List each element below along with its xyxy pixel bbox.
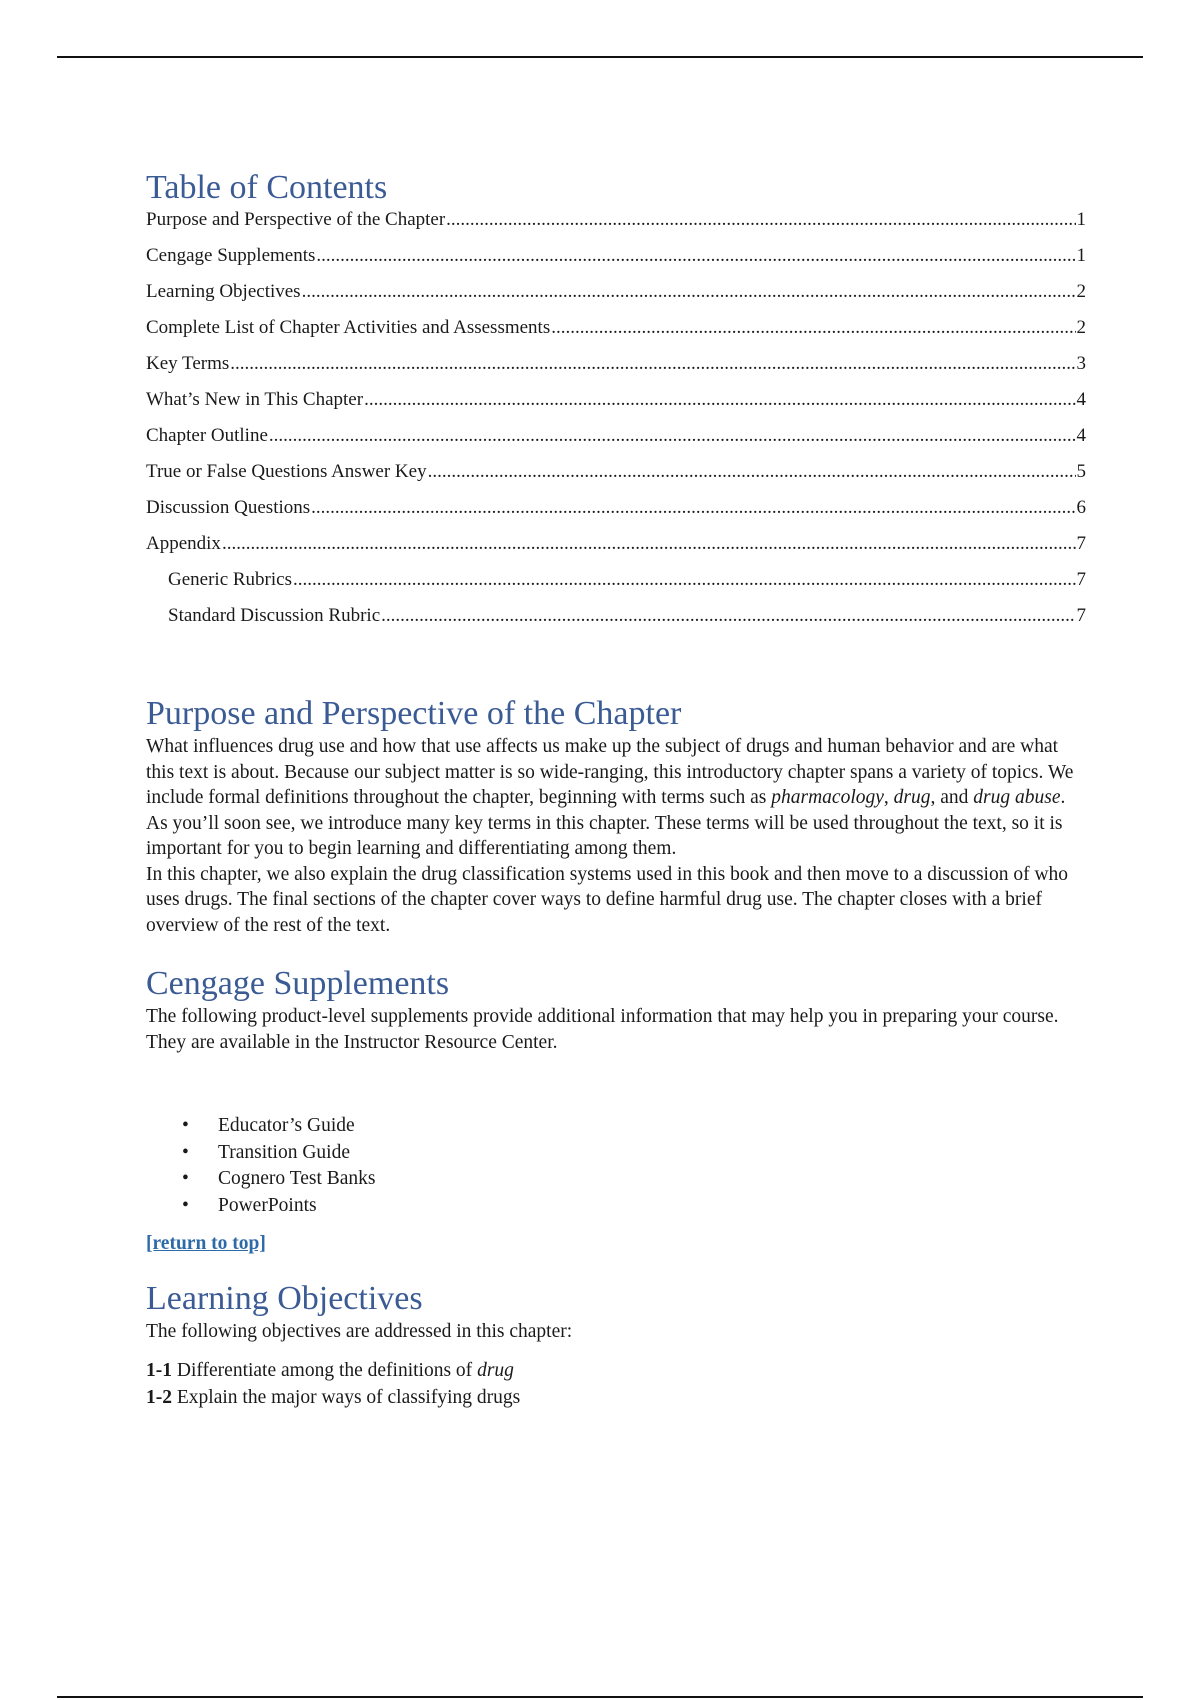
table-of-contents — [146, 202, 1086, 634]
page-bottom-rule — [57, 1696, 1143, 1698]
objectives-list — [146, 1357, 1086, 1411]
toc-entry[interactable]: Appendix ..... 7 — [146, 526, 1086, 562]
toc-leader — [269, 418, 1076, 454]
document-body — [146, 168, 1086, 1411]
toc-leader — [446, 202, 1075, 238]
toc-subentry[interactable]: Standard Discussion Rubric ..... 7 — [146, 598, 1086, 634]
toc-entry[interactable]: Cengage Supplements ..... 1 — [146, 238, 1086, 274]
toc-leader — [428, 454, 1076, 490]
objective-item: 1-1 Differentiate among the definitions of drug — [146, 1359, 514, 1381]
toc-leader — [230, 346, 1075, 382]
purpose-heading: Purpose and Perspective of the Chapter — [146, 695, 682, 732]
supplements-heading: Cengage Supplements — [146, 965, 450, 1002]
supplements-list — [146, 1113, 1086, 1219]
bullet-icon: • — [182, 1168, 189, 1189]
toc-entry[interactable]: Learning Objectives ..... 2 — [146, 274, 1086, 310]
supplements-intro: The following product-level supplements provide additional information that may help you in preparing your course. They are available in the Instructor Resource Center. — [146, 1006, 1059, 1053]
toc-entry[interactable]: True or False Questions Answer Key ..... 5 — [146, 454, 1086, 490]
bullet-icon: • — [182, 1194, 189, 1216]
page-top-rule — [57, 56, 1143, 58]
toc-entry[interactable]: Discussion Questions ..... 6 — [146, 490, 1086, 526]
bullet-icon: • — [182, 1141, 189, 1163]
toc-leader — [381, 598, 1075, 634]
purpose-paragraph-3: In this chapter, we also explain the drug classification systems used in this book and then move to a discussion of who uses drugs. The final sections of the chapter cover ways to define harmful drug use. The chapter closes with a brief overview of the rest of the text. — [146, 863, 1069, 936]
toc-leader — [364, 382, 1075, 418]
list-item: • PowerPoints — [146, 1193, 1086, 1220]
list-item: • Educator’s Guide — [146, 1113, 1086, 1140]
toc-leader — [311, 490, 1075, 526]
list-item: • Transition Guide — [146, 1140, 1086, 1167]
toc-leader — [302, 274, 1076, 310]
list-item: • Cognero Test Banks — [146, 1166, 1086, 1193]
purpose-paragraph-1: What influences drug use and how that use affects us make up the subject of drugs and human behavior and are what this text is about. Because our subject matter is so wide-ranging, this introductory chapter spans a variety of topics. We include formal definitions throughout the chapter, beginning with terms such as pharmacology, drug, and drug abuse. — [146, 736, 1074, 808]
objective-item: 1-2 Explain the major ways of classifying drugs — [146, 1386, 521, 1408]
toc-title: Table of Contents — [146, 169, 388, 206]
toc-leader — [316, 238, 1075, 274]
purpose-paragraph-2: As you’ll soon see, we introduce many key terms in this chapter. These terms will be used throughout the text, so it is important for you to begin learning and differentiating among them. — [146, 812, 1063, 859]
toc-entry[interactable]: What’s New in This Chapter ..... 4 — [146, 382, 1086, 418]
toc-leader — [222, 526, 1076, 562]
toc-entry[interactable]: Chapter Outline ..... 4 — [146, 418, 1086, 454]
objectives-heading: Learning Objectives — [146, 1280, 423, 1317]
return-to-top-link[interactable]: [return to top] — [146, 1233, 266, 1254]
toc-entry[interactable]: Key Terms ..... 3 — [146, 346, 1086, 382]
toc-leader — [551, 310, 1075, 346]
toc-subentry[interactable]: Generic Rubrics ..... 7 — [146, 562, 1086, 598]
objectives-intro: The following objectives are addressed in this chapter: — [146, 1321, 573, 1342]
toc-leader — [293, 562, 1076, 598]
bullet-icon: • — [182, 1115, 189, 1136]
toc-entry[interactable]: Purpose and Perspective of the Chapter ..... 1 — [146, 202, 1086, 238]
toc-entry[interactable]: Complete List of Chapter Activities and Assessments ..... 2 — [146, 310, 1086, 346]
